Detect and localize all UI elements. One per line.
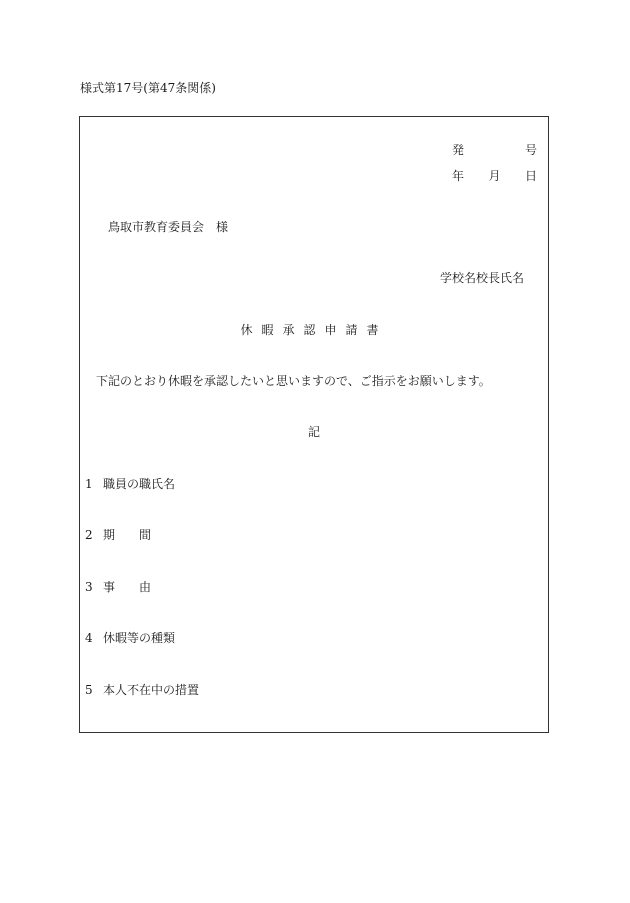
item-label: 事 由 [103,580,152,594]
item-number: 5 [85,683,93,697]
item-label: 休暇等の種類 [103,631,176,645]
item-label: 期 間 [103,528,152,542]
item-label: 本人不在中の措置 [103,683,200,697]
ki-heading: 記 [307,425,320,439]
issue-number-label: 発 [452,143,465,157]
addressee: 鳥取市教育委員会 様 [108,220,229,234]
item-staff-name [85,475,175,492]
application-form-frame [79,116,549,733]
applicant-name-label: 学校名校長氏名 [440,271,525,285]
item-number: 3 [85,580,93,594]
issue-date-line [452,167,537,184]
date-year-label: 年 [452,169,465,183]
item-number: 4 [85,631,93,645]
issue-number-line [452,141,537,158]
item-absence-measures [85,681,199,698]
item-leave-type [85,629,175,646]
item-number: 2 [85,528,93,542]
item-number: 1 [85,477,93,491]
date-month-label: 月 [488,169,501,183]
request-body-text: 下記のとおり休暇を承認したいと思いますので、ご指示をお願いします。 [96,374,491,388]
item-period [85,526,151,543]
item-label: 職員の職氏名 [103,477,176,491]
date-day-label: 日 [524,169,537,183]
issue-number-suffix: 号 [524,143,537,157]
item-reason [85,578,151,595]
form-number: 様式第17号(第47条関係) [80,81,216,95]
document-title: 休暇承認申請書 [240,323,388,337]
